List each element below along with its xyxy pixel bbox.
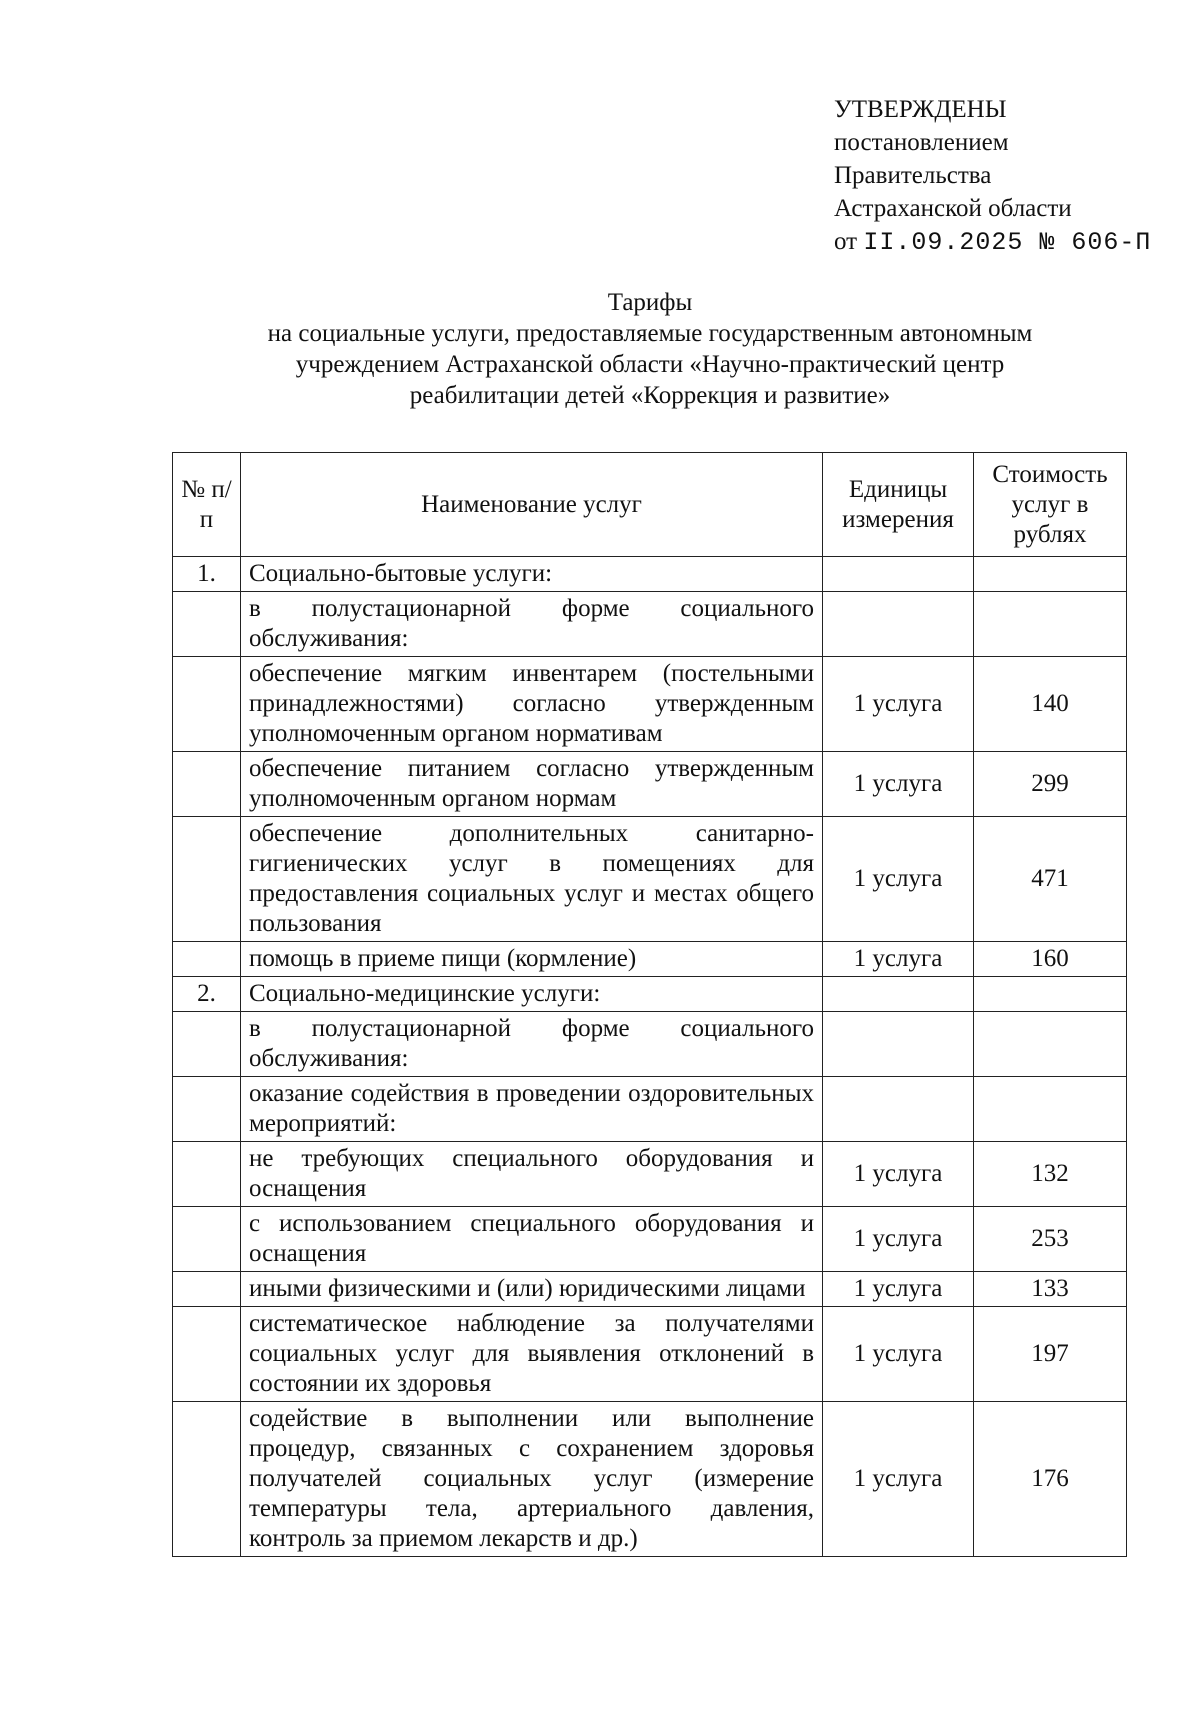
tariffs-table [172, 452, 1127, 1557]
approval-line-2: Правительства [834, 162, 992, 189]
row-name: обеспечение дополнительных санитарно-гигиенических услуг в помещениях для предоставления социальных услуг и местах общего пользования [241, 817, 823, 942]
row-unit [823, 977, 974, 1012]
document-title [190, 287, 1110, 411]
row-price: 176 [974, 1402, 1127, 1557]
approval-date-prefix: от [834, 228, 858, 255]
row-price: 160 [974, 942, 1127, 977]
row-num [173, 752, 241, 817]
row-num [173, 817, 241, 942]
row-unit [823, 557, 974, 592]
row-num [173, 942, 241, 977]
table-row [173, 1077, 1127, 1142]
header-unit: Единицы измерения [823, 453, 974, 557]
table-row [173, 557, 1127, 592]
table-row [173, 592, 1127, 657]
table-row [173, 1142, 1127, 1207]
row-name: в полустационарной форме социального обслуживания: [241, 1012, 823, 1077]
row-name: содействие в выполнении или выполнение процедур, связанных с сохранением здоровья получателей социальных услуг (измерение температуры тела, артериального давления, контроль за приемом лекарств и др.) [241, 1402, 823, 1557]
row-price: 197 [974, 1307, 1127, 1402]
row-unit: 1 услуга [823, 1207, 974, 1272]
row-price [974, 1012, 1127, 1077]
header-num: № п/п [173, 453, 241, 557]
row-num [173, 1207, 241, 1272]
table-row [173, 657, 1127, 752]
row-unit: 1 услуга [823, 1307, 974, 1402]
table-row [173, 1272, 1127, 1307]
row-name: с использованием специального оборудования и оснащения [241, 1207, 823, 1272]
row-unit [823, 1077, 974, 1142]
table-row [173, 817, 1127, 942]
row-num: 2. [173, 977, 241, 1012]
row-price: 132 [974, 1142, 1127, 1207]
title-line-1: на социальные услуги, предоставляемые государственным автономным [267, 320, 1033, 347]
row-unit: 1 услуга [823, 1402, 974, 1557]
table-row [173, 1012, 1127, 1077]
row-unit: 1 услуга [823, 657, 974, 752]
row-unit [823, 1012, 974, 1077]
table-row [173, 942, 1127, 977]
row-price [974, 977, 1127, 1012]
row-num [173, 592, 241, 657]
row-num [173, 1142, 241, 1207]
title-line-3: реабилитации детей «Коррекция и развитие» [409, 382, 891, 409]
row-price: 253 [974, 1207, 1127, 1272]
header-price: Стоимость услуг в рублях [974, 453, 1127, 557]
table-row [173, 752, 1127, 817]
table-header-row [173, 453, 1127, 557]
row-unit: 1 услуга [823, 752, 974, 817]
row-name: систематическое наблюдение за получателями социальных услуг для выявления отклонений в состоянии их здоровья [241, 1307, 823, 1402]
approval-date-value: II.09.2025 № 606-П [863, 228, 1152, 257]
row-price [974, 592, 1127, 657]
row-unit: 1 услуга [823, 817, 974, 942]
row-unit: 1 услуга [823, 942, 974, 977]
title-line-2: учреждением Астраханской области «Научно-практический центр [295, 351, 1005, 378]
row-name: обеспечение мягким инвентарем (постельными принадлежностями) согласно утвержденным уполномоченным органом нормативам [241, 657, 823, 752]
row-name: Социально-медицинские услуги: [241, 977, 823, 1012]
row-num [173, 1402, 241, 1557]
row-name: в полустационарной форме социального обслуживания: [241, 592, 823, 657]
row-unit [823, 592, 974, 657]
row-price: 140 [974, 657, 1127, 752]
approval-stamp: УТВЕРЖДЕНЫ [834, 96, 1007, 123]
row-name: обеспечение питанием согласно утвержденным уполномоченным органом нормам [241, 752, 823, 817]
approval-date-line [834, 225, 1151, 259]
table-row [173, 977, 1127, 1012]
row-price [974, 557, 1127, 592]
row-name: оказание содействия в проведении оздоровительных мероприятий: [241, 1077, 823, 1142]
approval-line-3: Астраханской области [834, 195, 1072, 222]
title-main: Тарифы [607, 289, 693, 316]
row-num [173, 657, 241, 752]
row-name: помощь в приеме пищи (кормление) [241, 942, 823, 977]
row-unit: 1 услуга [823, 1142, 974, 1207]
row-price: 299 [974, 752, 1127, 817]
table-row [173, 1207, 1127, 1272]
row-num [173, 1307, 241, 1402]
header-name: Наименование услуг [241, 453, 823, 557]
row-num [173, 1077, 241, 1142]
row-unit: 1 услуга [823, 1272, 974, 1307]
row-price [974, 1077, 1127, 1142]
row-num [173, 1272, 241, 1307]
table-row [173, 1402, 1127, 1557]
row-price: 133 [974, 1272, 1127, 1307]
row-name: не требующих специального оборудования и оснащения [241, 1142, 823, 1207]
row-name: иными физическими и (или) юридическими лицами [241, 1272, 823, 1307]
approval-line-1: постановлением [834, 129, 1009, 156]
table-body [173, 557, 1127, 1557]
row-name: Социально-бытовые услуги: [241, 557, 823, 592]
table-row [173, 1307, 1127, 1402]
row-num: 1. [173, 557, 241, 592]
row-num [173, 1012, 241, 1077]
row-price: 471 [974, 817, 1127, 942]
approval-block [834, 93, 1151, 259]
